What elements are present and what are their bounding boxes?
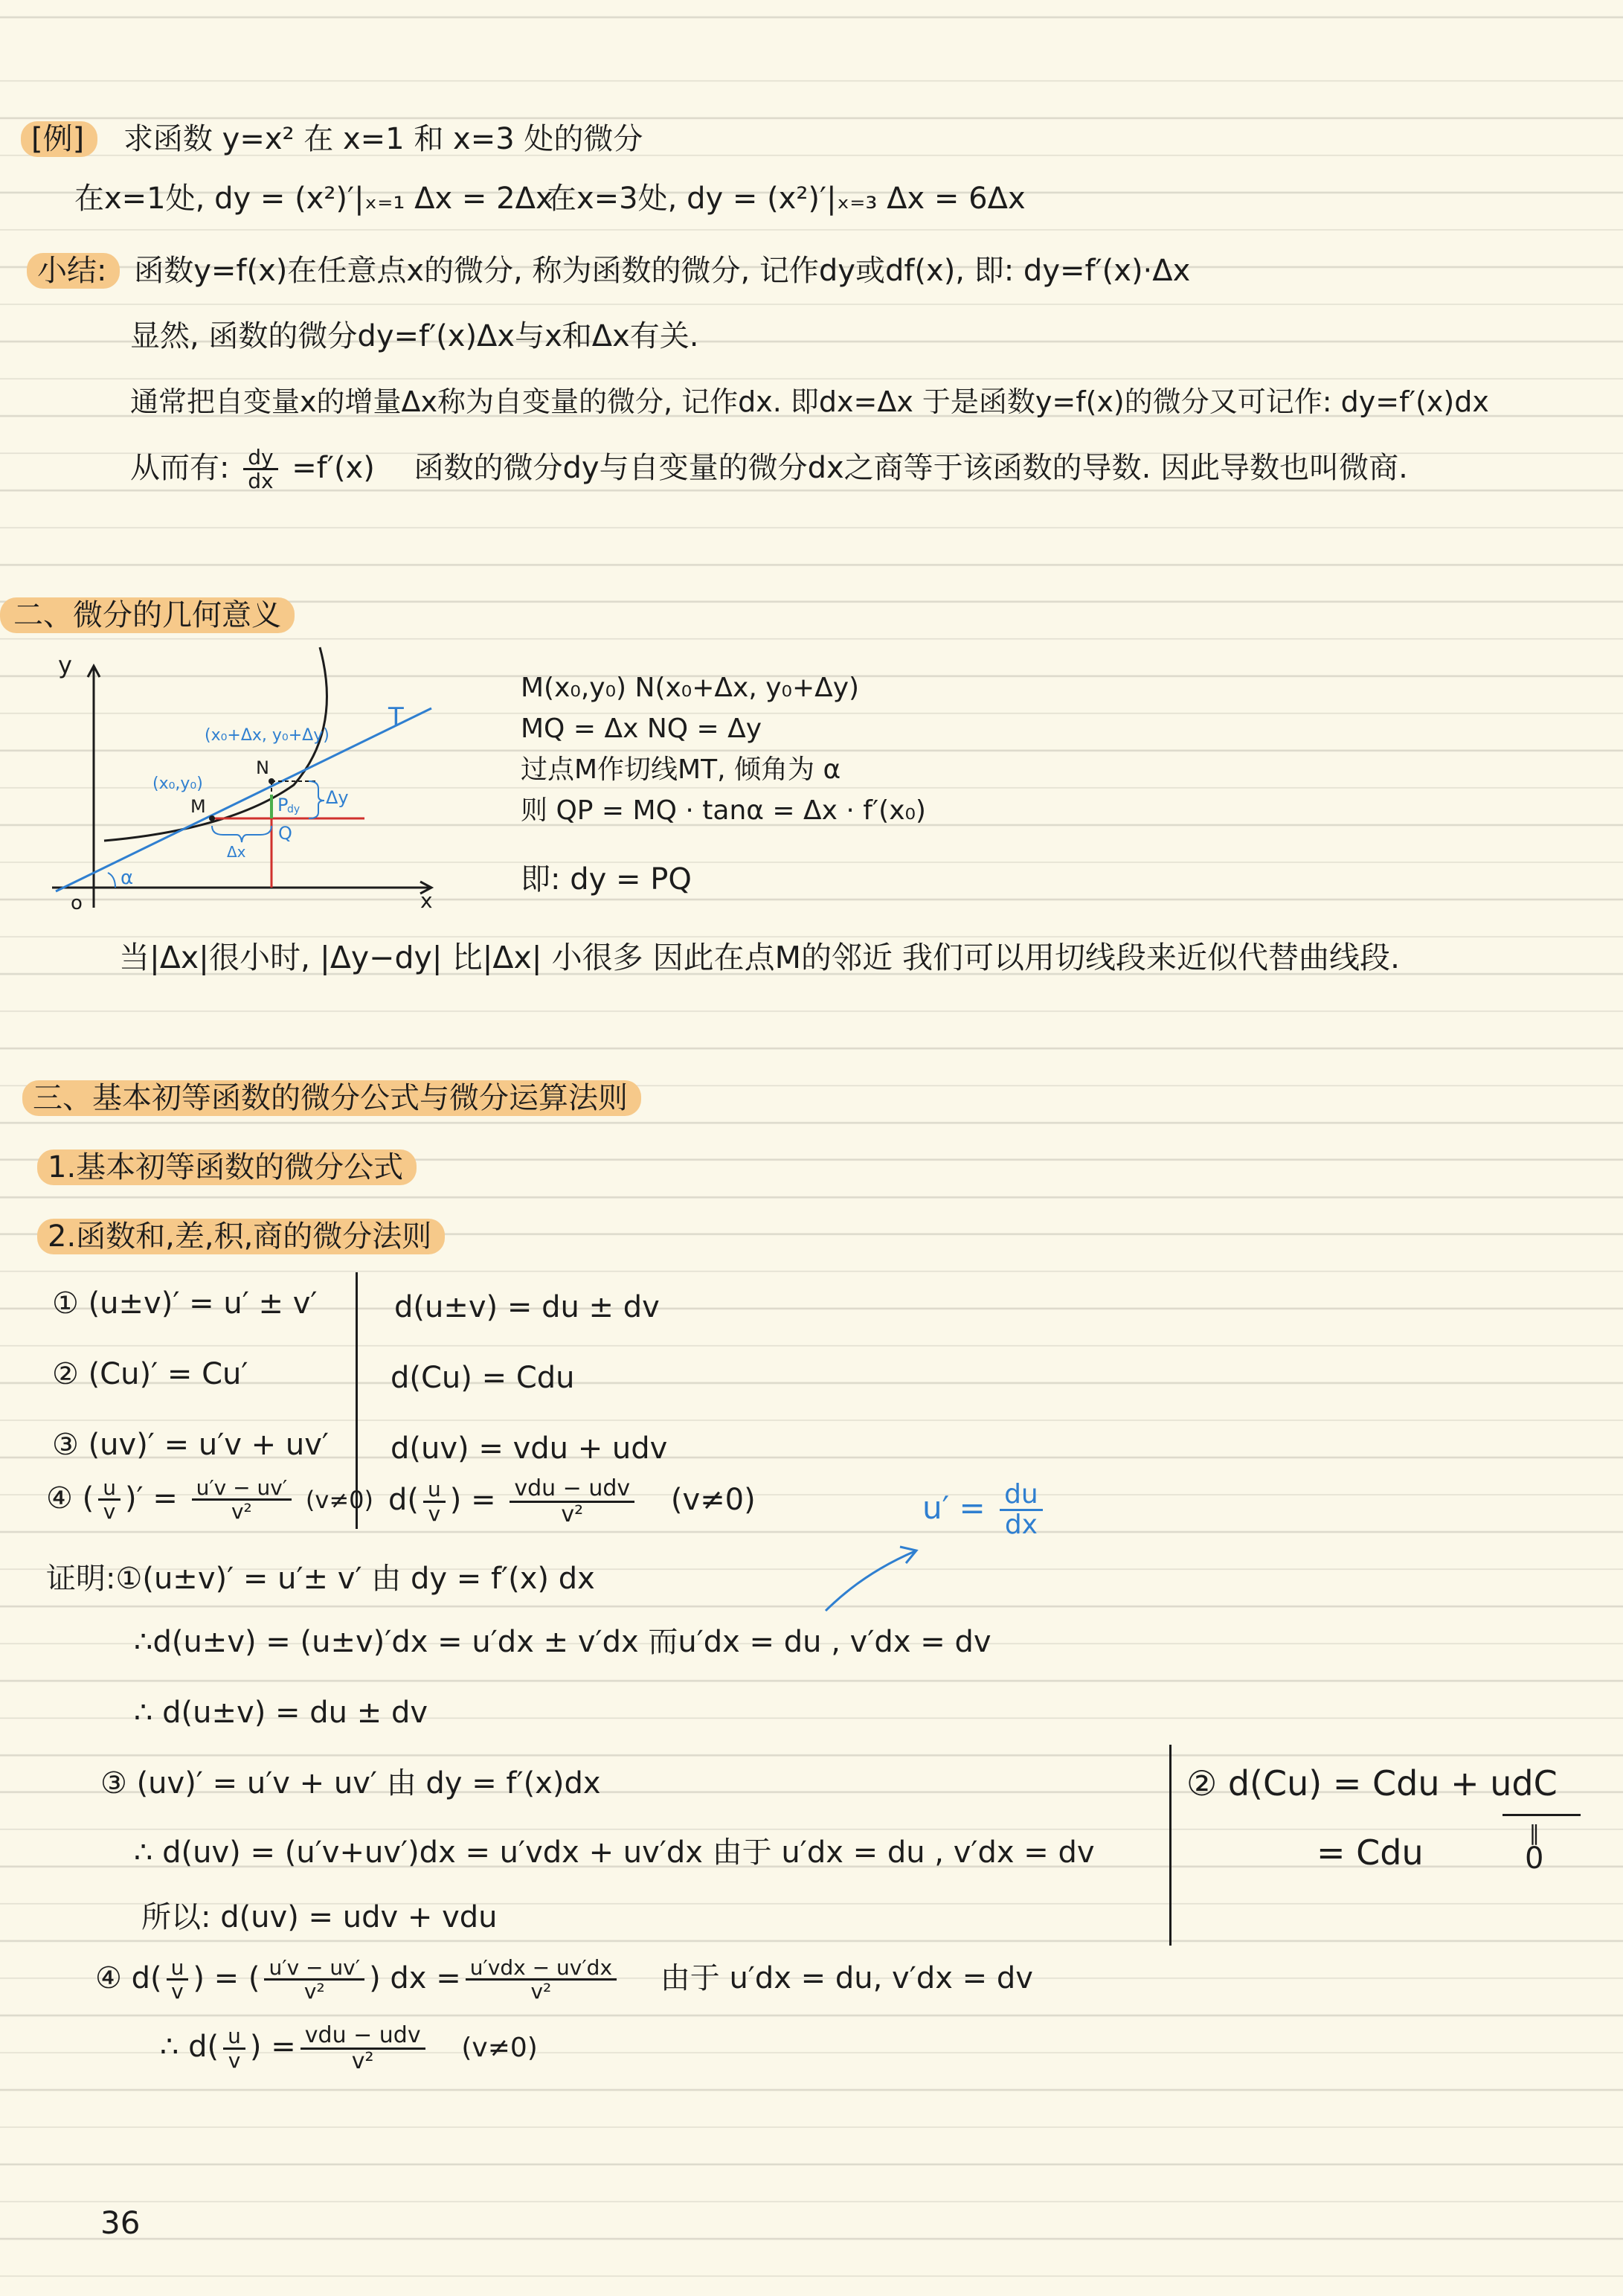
fraction-denominator: v [103,1499,116,1524]
rule-4-left-condition: (v≠0) [305,1485,373,1514]
graph-p-label: P [277,795,289,815]
example-line-1: 在x=1处, dy = (x²)′|ₓ₌₁ Δx = 2Δx [74,182,553,216]
section2-note-1: M(x₀,y₀) N(x₀+Δx, y₀+Δy) [521,673,860,703]
rule-3-right: d(uv) = vdu + udv [391,1431,668,1466]
dy-dx-fraction [243,446,277,493]
rule-2-left: ② (Cu)′ = Cu′ [52,1357,248,1391]
section3-sub1 [37,1149,417,1185]
graph-dy-label: dy [287,804,301,815]
graph-n-label: N [256,757,269,778]
blue-note-lhs: u′ = [922,1489,986,1526]
fraction-denominator: v² [303,1979,325,2004]
fraction-numerator: u′v − uv′ [192,1477,292,1501]
rule-2-right: d(Cu) = Cdu [391,1361,575,1395]
proof-7-prefix: ④ d( [95,1960,162,1995]
rule-1-left: ① (u±v)′ = u′ ± v′ [52,1286,318,1321]
example-line-2: 在x=3处, dy = (x²)′|ₓ₌₃ Δx = 6Δx [547,182,1026,216]
section3-sub2 [37,1219,445,1254]
rule-4-right: d( $\frac{u}{v}$ ) = $\frac{\text{vdu − udv}}{\text{v²}}$ (v≠0) [388,1475,756,1527]
proof-7-fraction-2 [264,1957,364,2003]
summary-tag: 小结: [27,253,120,289]
graph-y-label: y [58,651,72,679]
fraction-denominator: v² [231,1499,252,1524]
section3-title-text: 三、基本初等函数的微分公式与微分运算法则 [22,1080,641,1116]
fraction-denominator: v [171,1979,184,2004]
rule-4-right-condition: (v≠0) [670,1483,756,1517]
graph-delta-y-label: Δy [326,787,349,808]
graph-t-label: T [388,702,404,732]
fraction-numerator: du [1000,1481,1043,1511]
fraction-numerator: vdu − udv [301,2024,425,2050]
rule-4-right-rhs-fraction [510,1477,634,1526]
fraction-denominator: v [228,2048,241,2073]
section2-note-2: MQ = Δx NQ = Δy [521,714,762,744]
proof-7-tail: 由于 u′dx = du, v′dx = dv [660,1960,1033,1995]
section2-note-3: 过点M作切线MT, 倾角为 α [521,754,841,785]
rule-4-left: ④ ( $\frac{u}{v}$ )′ = $\frac{u'v - uv'}{\text{v²}}$ (v≠0) [46,1475,373,1524]
fraction-denominator: v² [530,1979,552,2004]
example-problem: 求函数 y=x² 在 x=1 和 x=3 处的微分 [123,122,643,156]
proof-line-5: ∴ d(uv) = (u′v+uv′)dx = u′vdx + uv′dx 由于 u′dx = du , v′dx = dv [134,1835,1095,1870]
section2-title-text: 二、微分的几何意义 [0,597,295,633]
summary-line-4 [130,446,1408,493]
rule-3-left: ③ (uv)′ = u′v + uv′ [52,1428,329,1462]
proof-8-fraction-1 [223,2025,245,2071]
proof-7-end: ) dx = [369,1960,461,1995]
graph-origin-label: o [71,892,83,914]
fraction-denominator: dx [248,469,274,494]
graph-m-label: M [190,796,206,817]
summary-line-2: 显然, 函数的微分dy=f′(x)Δx与x和Δx有关. [130,319,699,353]
section2-conclusion: 当|Δx|很小时, |Δy−dy| 比|Δx| 小很多 因此在点M的邻近 我们可以用切线段来近似代替曲线段. [119,940,1401,975]
section3-title [22,1080,641,1116]
proof-8-prefix: ∴ d( [160,2030,219,2064]
fraction-numerator: u [223,2025,245,2049]
proof-7-mid: ) = ( [193,1960,260,1995]
graph-q-label: Q [278,823,292,844]
rule-4-left-rhs-fraction [192,1477,292,1523]
blue-arrow [818,1536,930,1618]
rule-4-number: ④ [46,1481,73,1516]
udc-underline [1503,1814,1581,1816]
tangent-graph [45,640,461,923]
proof-8-fraction-2 [301,2024,425,2073]
fraction-numerator: u [98,1477,120,1501]
fraction-numerator: u′vdx − uv′dx [466,1957,617,1981]
fraction-denominator: dx [1004,1509,1038,1540]
section3-sub1-text: 1.基本初等函数的微分公式 [37,1149,417,1185]
blue-note-fraction [1000,1481,1043,1539]
proof-line-8 [160,2024,538,2073]
proof-line-7 [95,1957,1033,2003]
fraction-numerator: u [423,1478,446,1502]
proof-8-condition: (v≠0) [461,2033,538,2063]
summary-rhs: =f′(x) [292,450,375,485]
proof-line-1 [46,1562,595,1595]
fraction-denominator: v² [351,2048,374,2074]
summary-line-1 [27,253,1190,289]
proof-7-fraction-1 [167,1957,189,2003]
example-tag: [例] [21,121,97,157]
summary-text-1: 函数y=f(x)在任意点x的微分, 称为函数的微分, 记作dy或df(x), 即: dy=f′(x)·Δx [134,254,1191,288]
graph-x-label: x [420,888,433,913]
summary-line-3: 通常把自变量x的增量Δx称为自变量的微分, 记作dx. 即dx=Δx 于是函数y=f(x)的微分又可记作: dy=f′(x)dx [130,385,1489,418]
fraction-numerator: u′v − uv′ [264,1957,364,1981]
zero-value: 0 [1525,1841,1544,1876]
fraction-numerator: u [167,1957,189,1981]
summary-prefix: 从而有: [130,450,230,485]
fraction-denominator: v [428,1501,441,1526]
section2-note-4: 则 QP = MQ · tanα = Δx · f′(x₀) [521,795,926,826]
blue-note [922,1481,1047,1539]
graph-n-coords: (x₀+Δx, y₀+Δy) [205,726,330,745]
example-heading [21,121,643,157]
proof-line-4: ③ (uv)′ = u′v + uv′ 由 dy = f′(x)dx [100,1766,601,1800]
graph-alpha-label: α [120,867,134,889]
proof-8-mid: ) = [249,2030,296,2064]
proof-text-1: ①(u±v)′ = u′± v′ 由 dy = f′(x) dx [115,1562,595,1596]
graph-delta-x-label: Δx [227,843,246,861]
section2-note-5: 即: dy = PQ [521,862,692,897]
udc-equals-zero [1525,1821,1544,1876]
section2-title [0,597,295,633]
side-proof-line-2: = Cdu [1317,1832,1424,1873]
fraction-numerator: vdu − udv [510,1477,634,1503]
page-number: 36 [100,2204,141,2241]
section3-sub2-text: 2.函数和,差,积,商的微分法则 [37,1219,445,1254]
summary-rest: 函数的微分dy与自变量的微分dx之商等于该函数的导数. 因此导数也叫微商. [414,450,1408,485]
rule-4-left-fraction [98,1477,120,1523]
rule-4-right-prefix: d( [388,1483,419,1517]
proof-line-2: ∴d(u±v) = (u±v)′dx = u′dx ± v′dx 而u′dx = du , v′dx = dv [134,1625,992,1659]
proof-line-3: ∴ d(u±v) = du ± dv [134,1696,428,1730]
rule-1-right: d(u±v) = du ± dv [394,1290,660,1324]
proof-7-fraction-3 [466,1957,617,2003]
fraction-numerator: dy [243,446,277,470]
rule-4-right-fraction [423,1478,446,1524]
vertical-equals: ‖ [1529,1821,1540,1845]
side-proof-line-1: ② d(Cu) = Cdu + udC [1186,1763,1558,1803]
graph-m-coords: (x₀,y₀) [152,775,203,793]
side-proof-divider [1169,1745,1172,1946]
proof-line-6: 所以: d(uv) = udv + vdu [141,1900,498,1934]
proof-label: 证明: [46,1562,116,1596]
fraction-denominator: v² [561,1501,584,1527]
